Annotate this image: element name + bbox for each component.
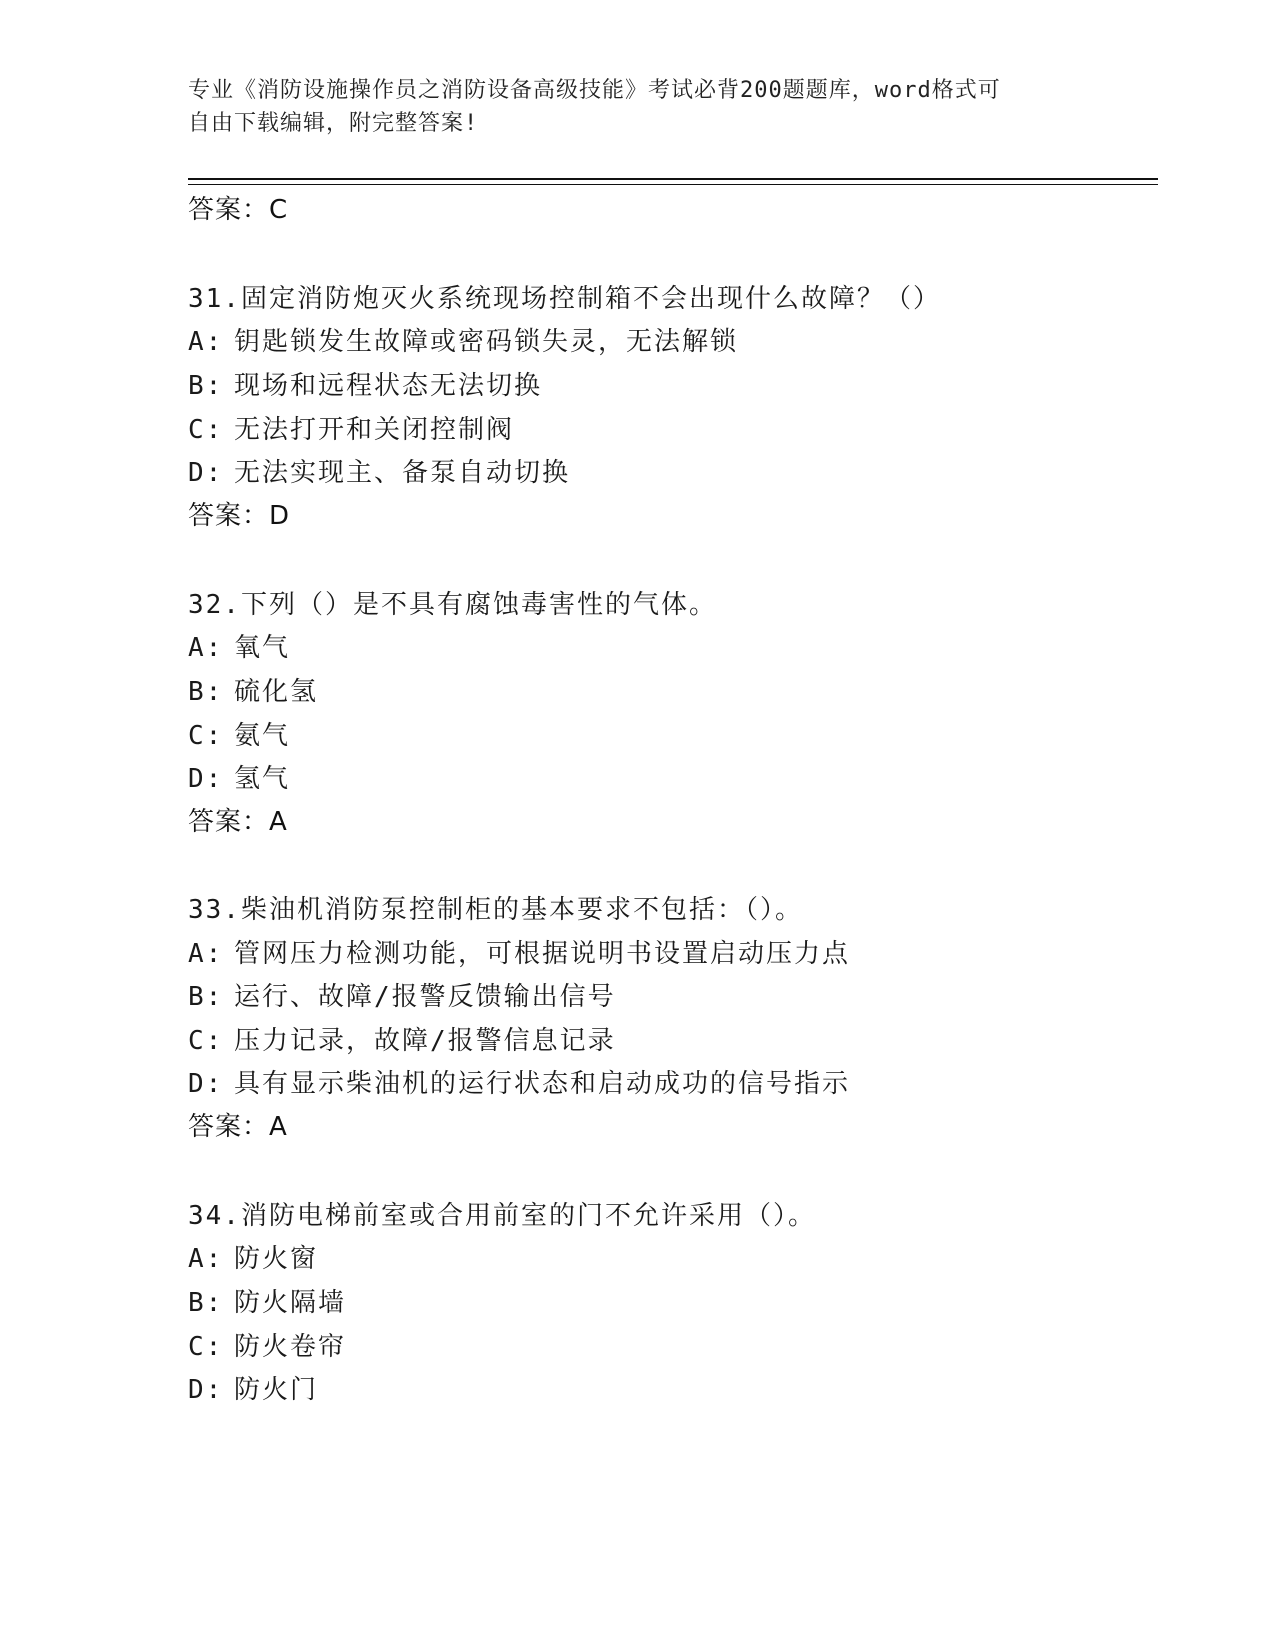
header-divider-thick — [188, 178, 1158, 180]
option-text: 防火隔墙 — [234, 1288, 347, 1318]
option-text: 氧气 — [234, 633, 291, 663]
question-33-option-c — [188, 1024, 616, 1058]
option-letter: C: — [188, 1026, 224, 1056]
option-letter: D: — [188, 1069, 224, 1099]
question-33-option-b — [188, 980, 616, 1014]
question-32-option-c — [188, 719, 290, 753]
question-31-stem: 31.固定消防炮灭火系统现场控制箱不会出现什么故障？（） — [188, 284, 941, 314]
option-letter: C: — [188, 1332, 224, 1362]
option-text: 运行、故障/报警反馈输出信号 — [234, 982, 616, 1012]
option-text: 氨气 — [234, 721, 291, 751]
option-text: 现场和远程状态无法切换 — [234, 371, 543, 401]
option-letter: D: — [188, 1375, 224, 1405]
answer-q31: 答案：D — [188, 501, 291, 531]
question-33-option-a — [188, 937, 850, 971]
question-32-option-a — [188, 631, 290, 665]
option-text: 无法打开和关闭控制阀 — [234, 415, 515, 445]
option-letter: D: — [188, 458, 224, 488]
option-text: 管网压力检测功能，可根据说明书设置启动压力点 — [234, 939, 851, 969]
question-31-option-c — [188, 413, 514, 447]
option-letter: A: — [188, 939, 224, 969]
option-letter: A: — [188, 633, 224, 663]
question-31-option-b — [188, 369, 542, 403]
option-letter: A: — [188, 327, 224, 357]
option-letter: A: — [188, 1244, 224, 1274]
option-letter: B: — [188, 677, 224, 707]
header-title-line-1: 专业《消防设施操作员之消防设备高级技能》考试必背200题题库，word格式可 — [188, 78, 1001, 103]
question-33-option-d — [188, 1067, 850, 1101]
option-text: 钥匙锁发生故障或密码锁失灵，无法解锁 — [234, 327, 739, 357]
document-header — [188, 74, 1088, 140]
question-32-option-b — [188, 675, 318, 709]
option-letter: B: — [188, 1288, 224, 1318]
header-divider-thin — [188, 184, 1158, 185]
question-32-stem: 32.下列（）是不具有腐蚀毒害性的气体。 — [188, 590, 717, 620]
question-33-stem: 33.柴油机消防泵控制柜的基本要求不包括：（）。 — [188, 895, 803, 925]
option-letter: C: — [188, 415, 224, 445]
option-text: 无法实现主、备泵自动切换 — [234, 458, 571, 488]
option-text: 具有显示柴油机的运行状态和启动成功的信号指示 — [234, 1069, 851, 1099]
option-letter: C: — [188, 721, 224, 751]
question-34-option-a — [188, 1242, 318, 1276]
option-text: 防火门 — [234, 1375, 319, 1405]
option-letter: B: — [188, 371, 224, 401]
option-text: 氢气 — [234, 764, 291, 794]
question-34-option-b — [188, 1286, 346, 1320]
question-31-option-d — [188, 456, 570, 490]
question-31-option-a — [188, 325, 738, 359]
option-letter: D: — [188, 764, 224, 794]
answer-q32: 答案：A — [188, 807, 288, 837]
answer-q33: 答案：A — [188, 1112, 288, 1142]
option-text: 压力记录，故障/报警信息记录 — [234, 1026, 616, 1056]
question-32-option-d — [188, 762, 290, 796]
question-34-stem: 34.消防电梯前室或合用前室的门不允许采用（）。 — [188, 1201, 816, 1231]
option-text: 防火窗 — [234, 1244, 319, 1274]
answer-q30: 答案：C — [188, 195, 289, 225]
option-letter: B: — [188, 982, 224, 1012]
option-text: 防火卷帘 — [234, 1332, 347, 1362]
option-text: 硫化氢 — [234, 677, 319, 707]
header-title-line-2: 自由下载编辑，附完整答案! — [188, 111, 479, 136]
question-34-option-c — [188, 1330, 346, 1364]
question-34-option-d — [188, 1373, 318, 1407]
